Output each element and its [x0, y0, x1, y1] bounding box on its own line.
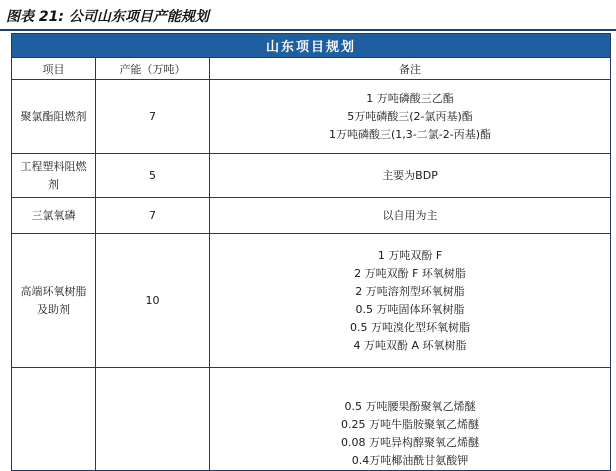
note-line: 4 万吨双酚 A 环氧树脂: [353, 338, 467, 352]
note-line: 0.25 万吨牛脂胺聚氧乙烯醚: [341, 418, 480, 431]
header-row: [12, 58, 611, 80]
project-cell: [12, 368, 96, 471]
table-row: [12, 198, 611, 234]
note-line: 以自用为主: [382, 208, 438, 222]
capacity-cell: [96, 368, 210, 471]
table-row: [12, 80, 611, 154]
table-row: [12, 368, 611, 471]
notes-cell: [210, 198, 611, 234]
capacity-cell: 5: [96, 154, 210, 198]
header-notes: 备注: [210, 58, 611, 80]
notes-cell: [210, 234, 611, 368]
notes-cell: [210, 368, 611, 471]
note-line: 2 万吨双酚 F 环氧树脂: [354, 266, 466, 280]
notes-cell: [210, 154, 611, 198]
note-line: 0.4万吨椰油酰甘氨酸钾: [351, 454, 469, 467]
capacity-cell: 7: [96, 80, 210, 154]
header-capacity: 产能（万吨）: [96, 58, 210, 80]
project-cell: 高端环氧树脂及助剂: [12, 234, 96, 368]
table-row: [12, 234, 611, 368]
note-line: 0.5 万吨固体环氧树脂: [355, 302, 465, 316]
note-line: 0.08 万吨异构醇聚氧乙烯醚: [341, 436, 480, 449]
note-line: 5万吨磷酸三(2-氯丙基)酯: [347, 109, 473, 123]
notes-cell: [210, 80, 611, 154]
title-divider: [0, 29, 616, 31]
capacity-table: [11, 33, 611, 471]
project-cell: 三氯氧磷: [12, 198, 96, 234]
capacity-cell: 10: [96, 234, 210, 368]
note-line: 主要为BDP: [382, 168, 438, 182]
note-line: 1万吨磷酸三(1,3-二氯-2-丙基)酯: [329, 127, 491, 141]
project-cell: 工程塑料阻燃剂: [12, 154, 96, 198]
note-line: 2 万吨溶剂型环氧树脂: [355, 284, 465, 298]
note-line: 0.5 万吨腰果酚聚氧乙烯醚: [344, 400, 476, 413]
project-cell: 聚氯酯阻燃剂: [12, 80, 96, 154]
figure-title: 图表 21: 公司山东项目产能规划: [6, 9, 209, 25]
capacity-cell: 7: [96, 198, 210, 234]
table-row: [12, 154, 611, 198]
note-line: 1 万吨双酚 F: [377, 248, 443, 262]
note-line: 0.5 万吨溴化型环氧树脂: [350, 320, 471, 334]
table-banner: 山东项目规划: [12, 34, 611, 58]
header-project: 项目: [12, 58, 96, 80]
note-line: 1 万吨磷酸三乙酯: [366, 91, 454, 105]
